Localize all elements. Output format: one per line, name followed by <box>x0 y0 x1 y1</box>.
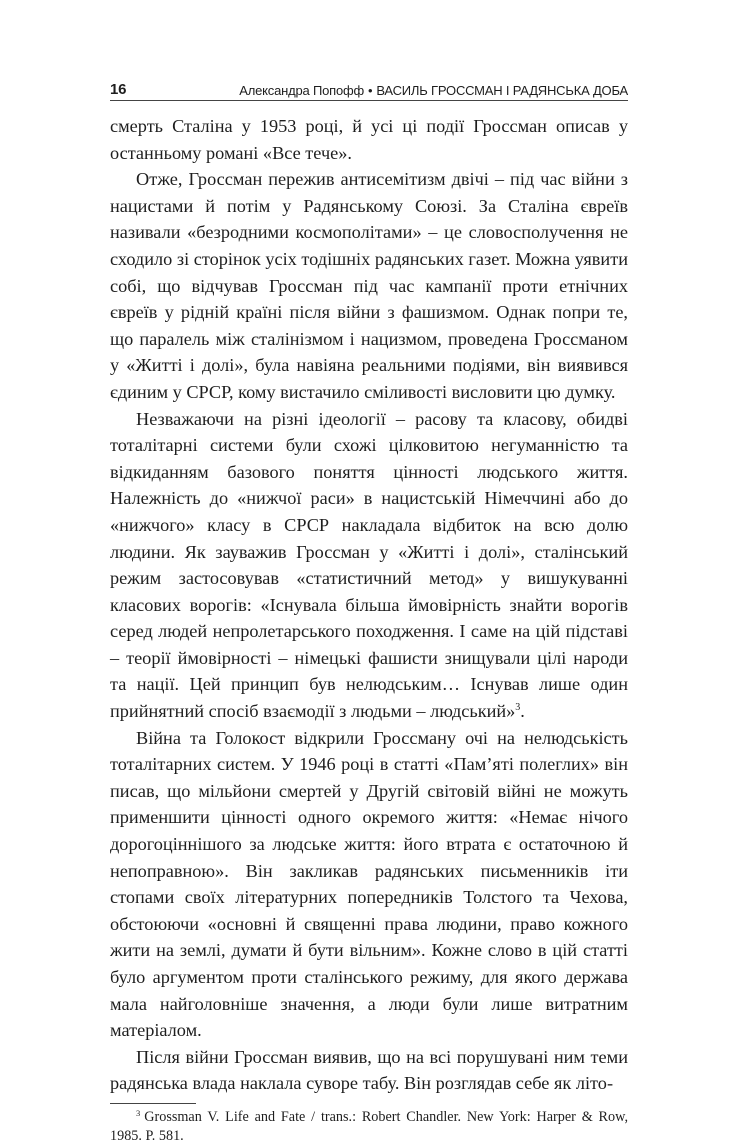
paragraph-text: Незважаючи на різні ідеології – расову та класову, обидві тоталітарні системи були схожі цілковитою негуманністю та відкиданням базового поняття цінності людського життя. Належність до «нижчої раси» в нацистській Німеччині або до «нижчого» класу в СРСР накладала відбиток на всю долю людини. Як зауважив Гроссман у «Житті і долі», сталінський режим застосовував «статистичний метод» у вишукуванні класових ворогів: «Існувала більша ймовірність знайти ворогів серед людей непролетарського походження. І саме на цій підставі – теорії ймовірності – німецькі фашисти знищували цілі народи та нації. Цей принцип був нелюдським… Існував лише один прийнятний спосіб взаємодії з людьми – людський» <box>110 408 628 722</box>
paragraph <box>110 406 628 725</box>
paragraph: Отже, Гроссман пережив антисемітизм двічі – під час війни з нацистами й потім у Радянському Союзі. За Сталіна євреїв називали «безродними космополітами» – це словосполучення не сходило зі сторінок усіх тодішніх радянських газет. Можна уявити собі, що відчував Гроссман під час кампанії проти етнічних євреїв у рідній країні після війни з фашизмом. Однак попри те, що паралель між сталінізмом і нацизмом, проведена Гроссманом у «Житті і долі», була навіяна реальними подіями, він виявився єдиним у СРСР, кому вистачило сміливості висловити цю думку. <box>110 169 628 402</box>
book-page <box>110 78 628 1146</box>
page-number: 16 <box>110 81 127 98</box>
header-book-title: ВАСИЛЬ ГРОССМАН І РАДЯНСЬКА ДОБА <box>376 83 628 98</box>
header-separator: • <box>368 83 373 98</box>
body-text <box>110 113 628 1097</box>
footnote <box>110 1108 628 1146</box>
running-header <box>110 78 628 101</box>
paragraph: Після війни Гроссман виявив, що на всі порушувані ним теми радянська влада наклала суворе табу. Він розглядав себе як літо- <box>110 1046 628 1094</box>
footnotes <box>110 1108 628 1146</box>
paragraph: Війна та Голокост відкрили Гроссману очі на нелюдськість тоталітарних систем. У 1946 році в статті «Пам’яті полеглих» він писав, що мільйони смертей у Другій світовій війні не можуть применшити цінності одного окремого життя: «Немає нічого дорогоціннішого за людське життя: його втрата є остаточною й непоправною». Він закликав радянських письменників іти стопами своїх літературних попередників Толстого та Чехова, обстоюючи «основні й священні права людини, право кожного жити на землі, думати й бути вільним». Кожне слово в цій статті було аргументом проти сталінського режиму, для якого держава мала найголовніше значення, а люди були лише витратним матеріалом. <box>110 727 628 1041</box>
running-title <box>239 83 628 98</box>
header-author: Александра Попофф <box>239 83 365 98</box>
paragraph-tail: . <box>520 701 525 722</box>
paragraph: смерть Сталіна у 1953 році, й усі ці події Гроссман описав у останньому романі «Все тече». <box>110 116 628 163</box>
footnote-text: Grossman V. Life and Fate / trans.: Robert Chandler. New York: Harper & Row, 1985. P. 581. <box>110 1108 628 1144</box>
footnote-number: 3 <box>136 1107 141 1118</box>
footnote-separator <box>110 1103 196 1104</box>
footnote-reference[interactable]: 3 <box>515 702 521 714</box>
